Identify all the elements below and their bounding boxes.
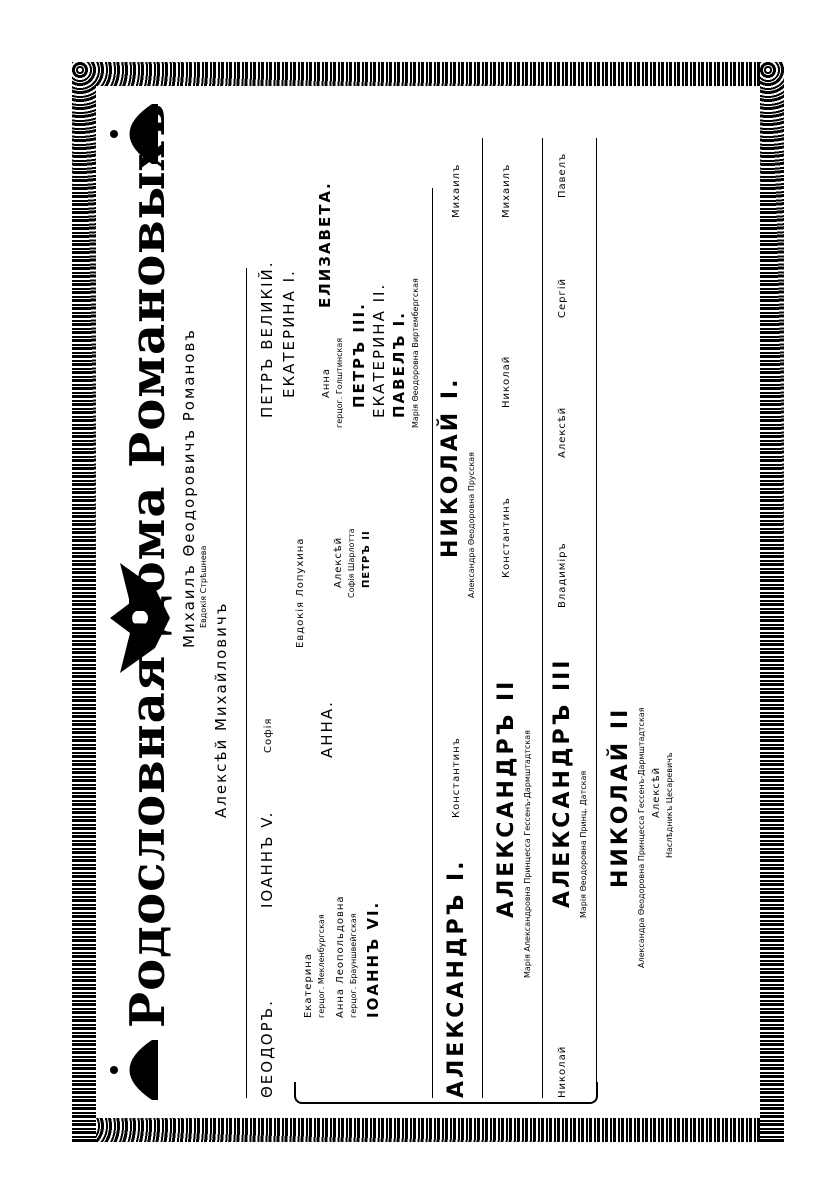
- person-ekaterina-ivanovna: Екатерина: [303, 953, 314, 1018]
- person-alexei-title: Наслѣдникъ Цесаревичъ: [665, 752, 674, 858]
- person-evdokia-lopukhina: Евдокія Лопухина: [295, 537, 306, 648]
- person-alexei-alexandrovich: Алексѣй: [557, 406, 568, 458]
- connector-gen7: [542, 138, 543, 1098]
- person-alexander-ii: АЛЕКСАНДРЪ II: [494, 678, 519, 918]
- person-feodor: ΘЕОДОРЪ.: [258, 999, 276, 1098]
- connector-gen5: [432, 188, 433, 1098]
- frame-border-left: [72, 62, 96, 1142]
- founder-mikhail: Михаилъ Θеодоровичъ Романовъ: [180, 328, 198, 648]
- person-konstantin-nikolaevich: Константинъ: [501, 497, 512, 578]
- chart-area: [96, 86, 760, 1118]
- founder-mikhail-wife: Евдокія Стрѣшнева: [199, 545, 208, 628]
- connector-gen6: [482, 138, 483, 1098]
- person-nikolai-ii-wife: Александра Θеодоровна Принцесса Гессенъ-Дармштадтская: [637, 707, 646, 968]
- person-nikolai-ii: НИКОЛАЙ II: [608, 706, 633, 888]
- connector-gen8: [596, 138, 597, 1098]
- genealogy-chart: [96, 86, 760, 1118]
- person-nikolai-nikolaevich: Николай: [501, 355, 512, 408]
- person-mikhail-nikolaevich: Михаилъ: [501, 163, 512, 218]
- person-alexander-iii-wife: Марія Θеодоровна Принц. Датская: [579, 770, 588, 918]
- frame-border-bottom: [72, 1118, 784, 1142]
- person-ekaterina-spouse: герцог. Мекленбургская: [317, 914, 326, 1018]
- person-mikhail-pavlovich: Михаилъ: [451, 163, 462, 218]
- person-alexander-iii: АЛЕКСАНДРЪ III: [550, 657, 575, 908]
- person-anna-petrovna-spouse: герцог. Голштинская: [335, 337, 344, 428]
- person-alexander-i: АЛЕКСАНДРЪ I.: [444, 858, 469, 1098]
- person-elizaveta: ЕЛИЗАВЕТА.: [316, 181, 334, 308]
- person-sofia: Софія: [263, 717, 274, 753]
- person-anna-ivanovna: АННА.: [318, 700, 336, 758]
- person-pavel-wife: Марія Θеодоровна Виртембергская: [411, 278, 420, 428]
- person-ekaterina-ii: ЕКАТЕРИНА II.: [370, 282, 388, 418]
- person-alexei-nikolaevich: Алексѣй: [651, 766, 662, 818]
- frame-border-right: [760, 62, 784, 1142]
- person-peter-great: ПЕТРЪ ВЕЛИКІЙ.: [258, 260, 276, 418]
- person-alexander-ii-wife: Марія Александровна Принцесса Гессенъ-Дармштадтская: [523, 730, 532, 978]
- person-ioann-vi: ІОАННЪ VI.: [364, 900, 382, 1018]
- person-pavel-i: ПАВЕЛЪ I.: [390, 311, 408, 418]
- chart-title: Родословная Дома Романовыхъ: [120, 102, 176, 1028]
- person-ekaterina-i: ЕКАТЕРИНА I.: [280, 269, 298, 398]
- person-sergei: Сергій: [557, 277, 568, 318]
- frame-border-top: [72, 62, 784, 86]
- crown-icon-left: [102, 1030, 162, 1110]
- person-ioann-v: ІОАННЪ V.: [258, 810, 276, 908]
- person-peter-iii: ПЕТРЪ III.: [350, 302, 368, 408]
- connector-gen3: [246, 268, 247, 1098]
- person-konstantin-pavlovich: Константинъ: [451, 737, 462, 818]
- person-anna-leopoldovna: Анна Леопольдовна: [335, 895, 346, 1018]
- ornamental-frame: [72, 62, 784, 1142]
- person-anna-petrovna: Анна: [321, 367, 332, 398]
- person-alexei-wife: Софія Шарлотта: [347, 528, 356, 598]
- person-pavel-alexandrovich: Павелъ: [557, 152, 568, 198]
- person-vladimir: Владиміръ: [557, 542, 568, 608]
- person-nikolai-alexandrovich: Николай: [557, 1045, 568, 1098]
- founder-alexei: Алексѣй Михайловичъ: [212, 601, 230, 818]
- person-nikolai-i-wife: Александра Θеодоровна Прусская: [467, 452, 476, 598]
- person-anna-leop-spouse: герцог. Брауншвейгская: [349, 913, 358, 1018]
- person-peter-ii: ПЕТРЪ II: [361, 530, 372, 588]
- person-nikolai-i: НИКОЛАЙ I.: [438, 376, 463, 558]
- person-alexei-petrovich: Алексѣй: [333, 536, 344, 588]
